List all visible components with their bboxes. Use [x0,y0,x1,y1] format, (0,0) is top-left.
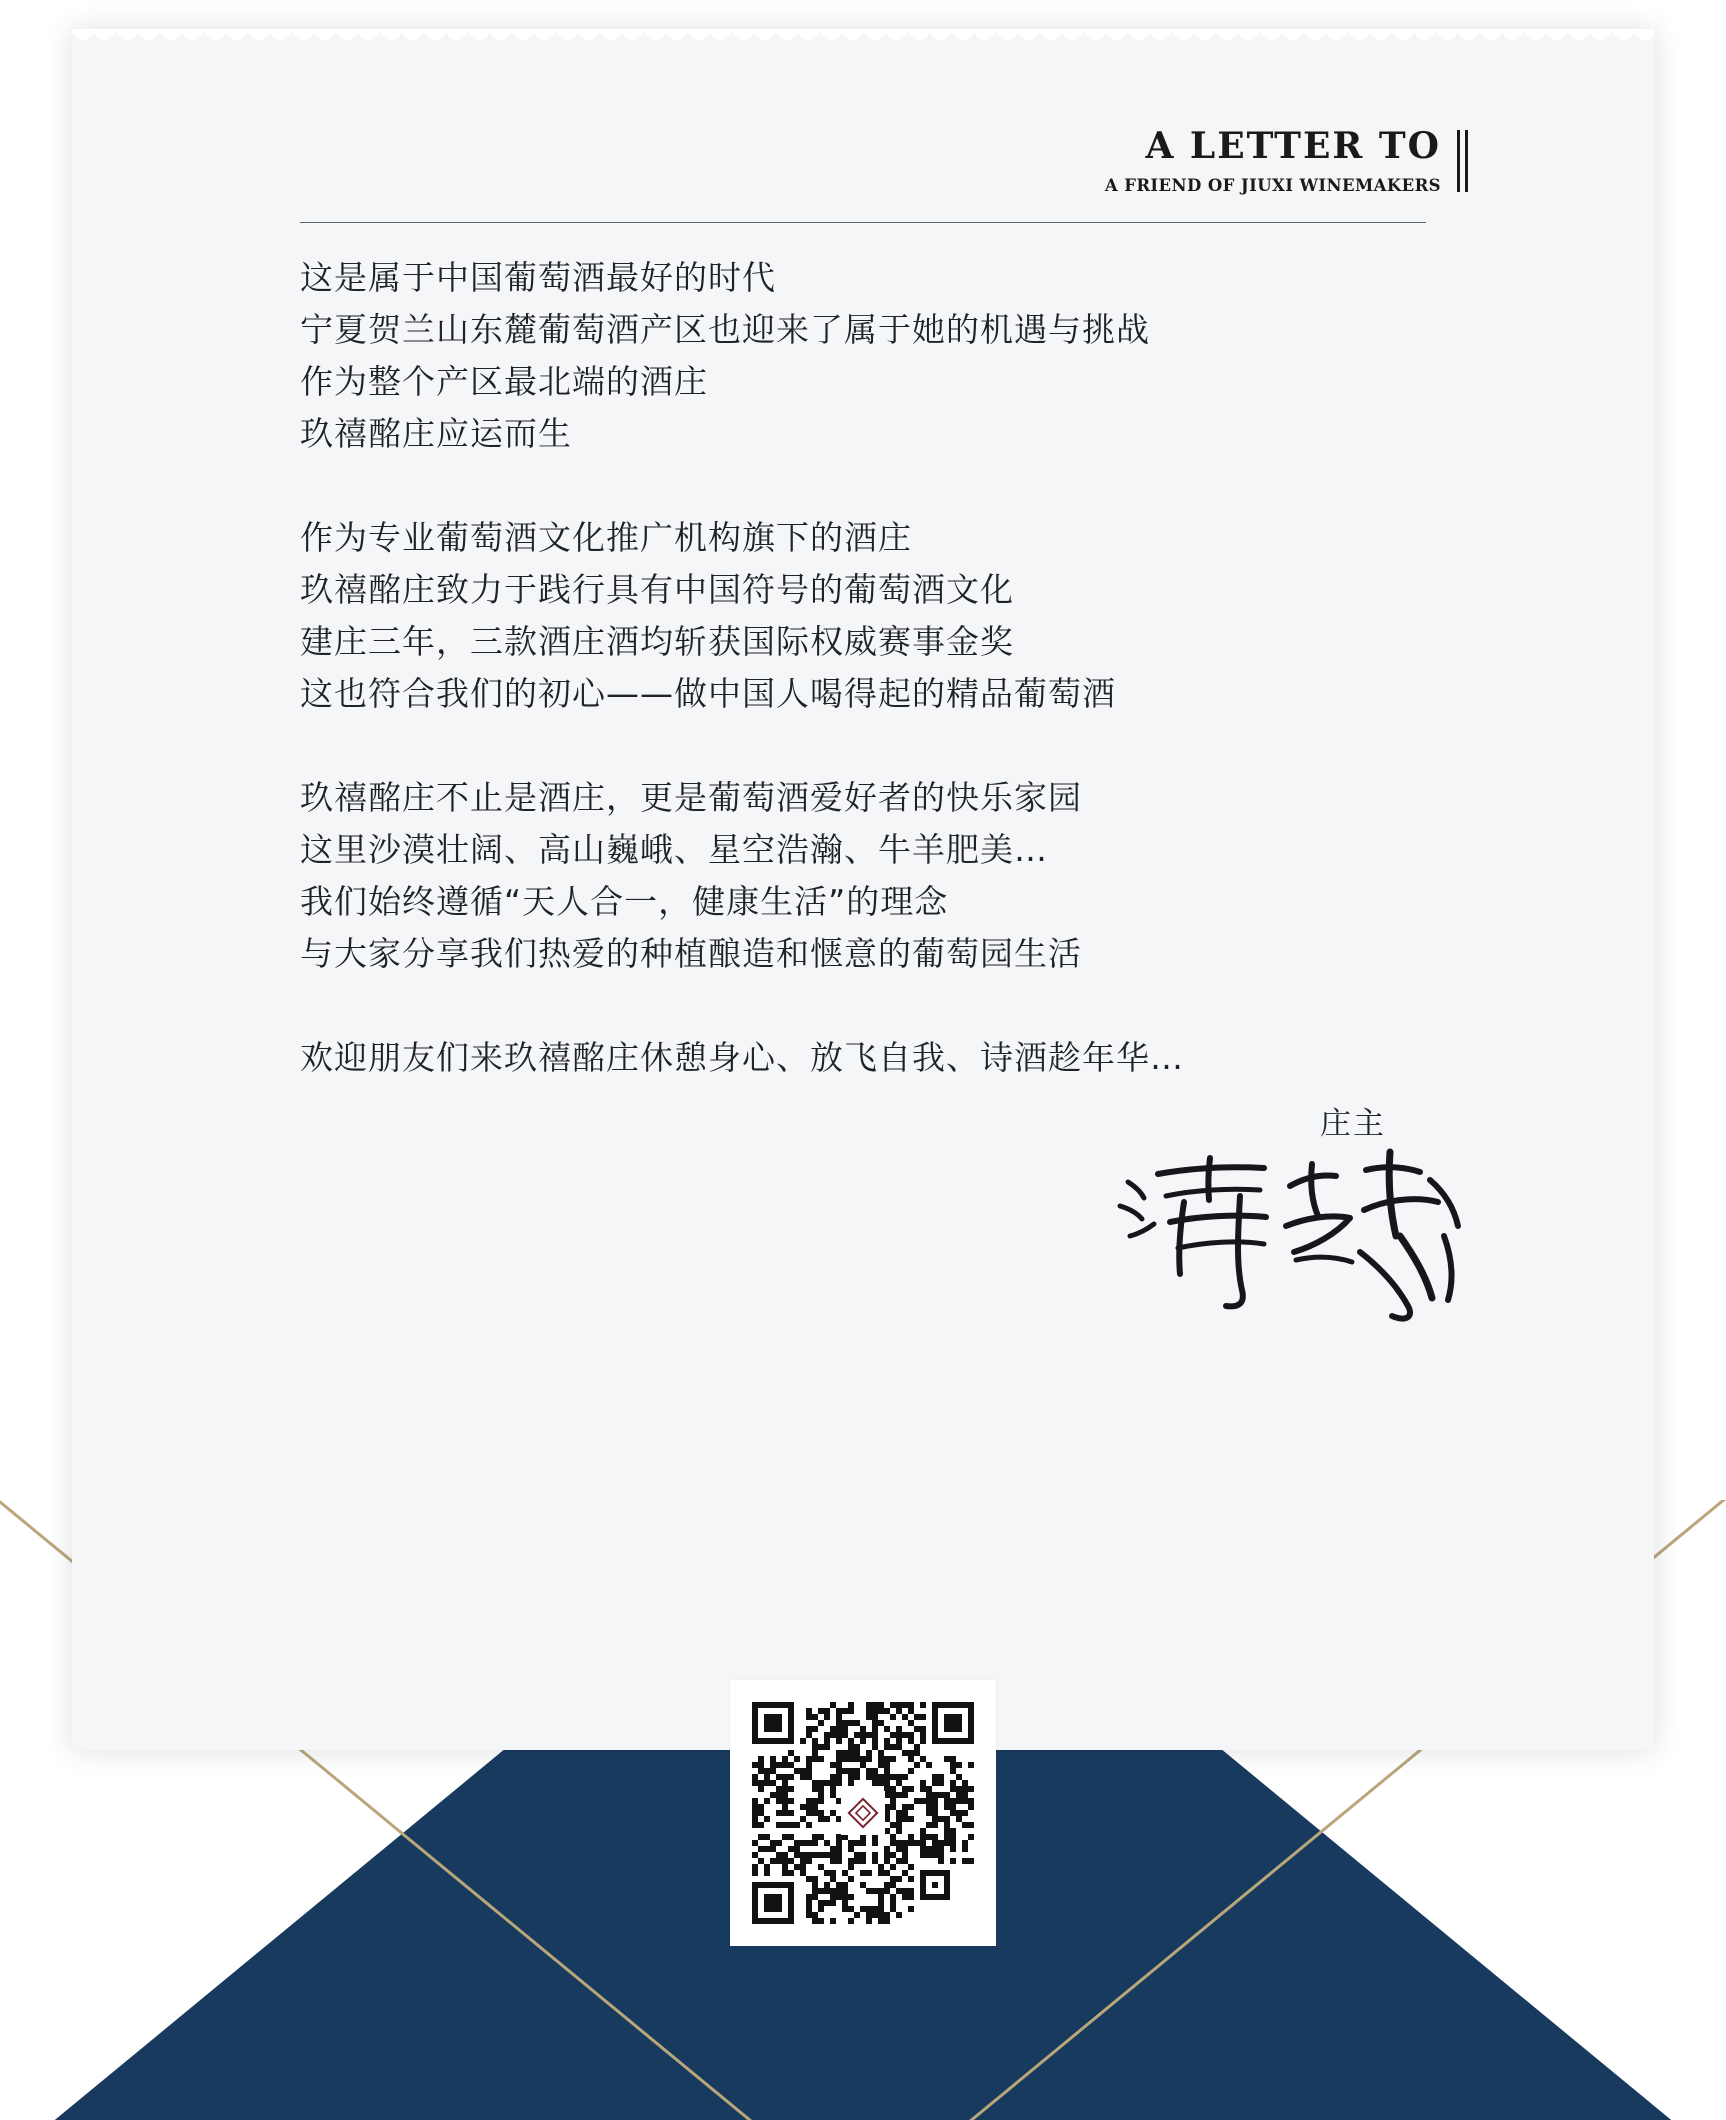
body-line: 我们始终遵循“天人合一，健康生活”的理念 [300,882,949,921]
handwritten-signature [1114,1140,1474,1330]
header-divider [300,222,1426,223]
body-line: 这里沙漠壮阔、高山巍峨、星空浩瀚、牛羊肥美… [300,830,1048,869]
body-line: 建庄三年，三款酒庄酒均斩获国际权威赛事金奖 [300,622,1014,661]
paragraph [300,512,1480,720]
body-line: 玖禧酩庄应运而生 [300,414,572,453]
scalloped-edge [72,29,1654,51]
double-bar-icon [1457,130,1468,192]
letter-body [300,252,1480,1084]
qr-code-card[interactable] [730,1680,996,1946]
body-line: 欢迎朋友们来玖禧酩庄休憩身心、放飞自我、诗酒趁年华… [300,1038,1184,1077]
body-line: 与大家分享我们热爱的种植酿造和惬意的葡萄园生活 [300,934,1082,973]
qr-code[interactable] [752,1702,974,1924]
signature-label: 庄主 [1320,1106,1386,1142]
body-line: 玖禧酩庄不止是酒庄，更是葡萄酒爱好者的快乐家园 [300,778,1082,817]
letter-header [1105,126,1468,195]
diamond-icon [841,1791,885,1835]
body-line: 玖禧酩庄致力于践行具有中国符号的葡萄酒文化 [300,570,1014,609]
body-line: 作为整个产区最北端的酒庄 [300,362,708,401]
body-line: 这也符合我们的初心——做中国人喝得起的精品葡萄酒 [300,674,1116,713]
body-line: 宁夏贺兰山东麓葡萄酒产区也迎来了属于她的机遇与挑战 [300,310,1150,349]
paragraph [300,1032,1480,1084]
paragraph [300,252,1480,460]
body-line: 这是属于中国葡萄酒最好的时代 [300,258,776,297]
body-line: 作为专业葡萄酒文化推广机构旗下的酒庄 [300,518,912,557]
letter-sheet [72,30,1654,1750]
paragraph [300,772,1480,980]
page-subtitle: A FRIEND OF JIUXI WINEMAKERS [1104,176,1441,196]
page-title: A LETTER TO [1145,125,1441,167]
